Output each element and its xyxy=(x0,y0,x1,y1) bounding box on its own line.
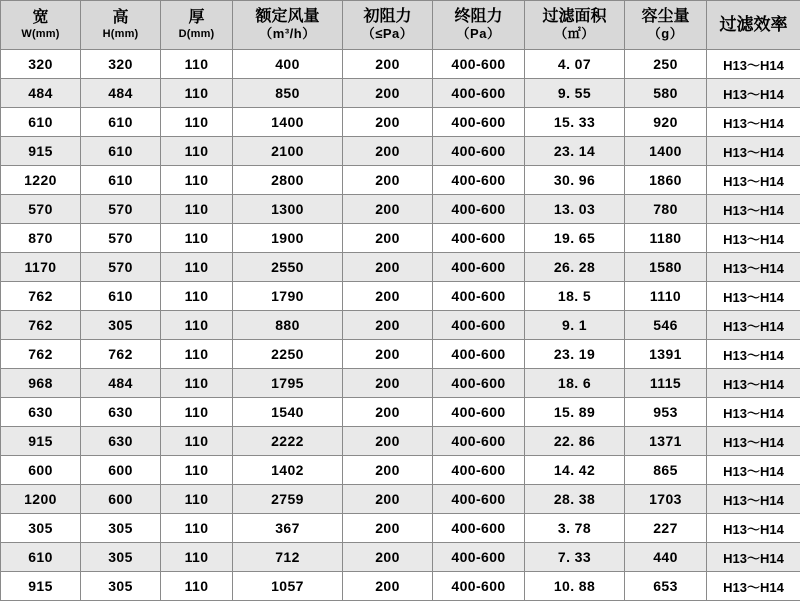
table-cell: 200 xyxy=(343,166,433,195)
table-cell: 110 xyxy=(161,195,233,224)
table-cell: 915 xyxy=(1,137,81,166)
table-cell: 762 xyxy=(1,311,81,340)
table-row xyxy=(1,195,800,224)
table-cell: 23. 19 xyxy=(525,340,625,369)
table-cell: 18. 5 xyxy=(525,282,625,311)
table-cell: 15. 33 xyxy=(525,108,625,137)
table-cell: 110 xyxy=(161,572,233,601)
table-cell: 400-600 xyxy=(433,572,525,601)
table-cell: 200 xyxy=(343,50,433,79)
table-cell: 110 xyxy=(161,253,233,282)
table-cell: 880 xyxy=(233,311,343,340)
table-cell: H13～H14 xyxy=(707,369,800,398)
table-cell: 400-600 xyxy=(433,282,525,311)
table-row xyxy=(1,427,800,456)
table-cell: 3. 78 xyxy=(525,514,625,543)
table-cell: 400-600 xyxy=(433,369,525,398)
table-cell: 9. 1 xyxy=(525,311,625,340)
table-cell: 1860 xyxy=(625,166,707,195)
table-cell: 762 xyxy=(1,282,81,311)
table-cell: 400 xyxy=(233,50,343,79)
table-cell: 28. 38 xyxy=(525,485,625,514)
column-header-3 xyxy=(233,1,343,50)
table-cell: 110 xyxy=(161,398,233,427)
column-header-8 xyxy=(707,1,800,50)
table-cell: 400-600 xyxy=(433,311,525,340)
table-cell: 1400 xyxy=(233,108,343,137)
table-cell: 600 xyxy=(1,456,81,485)
table-cell: 305 xyxy=(81,514,161,543)
table-cell: 110 xyxy=(161,50,233,79)
table-cell: 110 xyxy=(161,456,233,485)
table-cell: 200 xyxy=(343,224,433,253)
table-cell: H13～H14 xyxy=(707,398,800,427)
table-cell: 570 xyxy=(1,195,81,224)
column-header-7 xyxy=(625,1,707,50)
table-cell: 1400 xyxy=(625,137,707,166)
table-cell: 14. 42 xyxy=(525,456,625,485)
table-cell: 1391 xyxy=(625,340,707,369)
table-row xyxy=(1,369,800,398)
table-cell: 400-600 xyxy=(433,340,525,369)
table-cell: 400-600 xyxy=(433,224,525,253)
table-cell: 200 xyxy=(343,572,433,601)
table-cell: 110 xyxy=(161,369,233,398)
table-cell: H13～H14 xyxy=(707,137,800,166)
table-cell: 110 xyxy=(161,166,233,195)
table-cell: 10. 88 xyxy=(525,572,625,601)
table-cell: 1703 xyxy=(625,485,707,514)
table-cell: 2759 xyxy=(233,485,343,514)
column-header-title: 额定风量 xyxy=(233,8,342,26)
table-cell: 4. 07 xyxy=(525,50,625,79)
table-cell: 484 xyxy=(1,79,81,108)
table-cell: H13～H14 xyxy=(707,108,800,137)
table-cell: 200 xyxy=(343,137,433,166)
table-cell: 953 xyxy=(625,398,707,427)
table-cell: 23. 14 xyxy=(525,137,625,166)
table-cell: 2100 xyxy=(233,137,343,166)
column-header-unit: （㎡） xyxy=(525,27,624,42)
table-cell: H13～H14 xyxy=(707,485,800,514)
table-cell: 1180 xyxy=(625,224,707,253)
table-cell: 630 xyxy=(1,398,81,427)
table-cell: 920 xyxy=(625,108,707,137)
table-cell: H13～H14 xyxy=(707,50,800,79)
table-cell: 400-600 xyxy=(433,108,525,137)
table-row xyxy=(1,166,800,195)
table-cell: 200 xyxy=(343,340,433,369)
table-cell: 110 xyxy=(161,340,233,369)
table-cell: 2550 xyxy=(233,253,343,282)
table-cell: 400-600 xyxy=(433,485,525,514)
table-cell: 110 xyxy=(161,543,233,572)
table-row xyxy=(1,572,800,601)
table-cell: 200 xyxy=(343,108,433,137)
table-cell: 400-600 xyxy=(433,137,525,166)
table-cell: 1540 xyxy=(233,398,343,427)
table-cell: 1115 xyxy=(625,369,707,398)
table-cell: 200 xyxy=(343,456,433,485)
table-cell: 227 xyxy=(625,514,707,543)
table-cell: 2800 xyxy=(233,166,343,195)
table-cell: H13～H14 xyxy=(707,572,800,601)
table-cell: 570 xyxy=(81,253,161,282)
table-cell: 915 xyxy=(1,572,81,601)
table-cell: 630 xyxy=(81,398,161,427)
column-header-0 xyxy=(1,1,81,50)
table-cell: 200 xyxy=(343,543,433,572)
table-cell: 1371 xyxy=(625,427,707,456)
table-header xyxy=(1,1,800,50)
table-row xyxy=(1,340,800,369)
table-row xyxy=(1,543,800,572)
table-cell: 865 xyxy=(625,456,707,485)
table-cell: 367 xyxy=(233,514,343,543)
table-cell: 653 xyxy=(625,572,707,601)
table-cell: 305 xyxy=(81,572,161,601)
table-cell: 712 xyxy=(233,543,343,572)
column-header-1 xyxy=(81,1,161,50)
table-cell: 630 xyxy=(81,427,161,456)
table-cell: 18. 6 xyxy=(525,369,625,398)
table-cell: 440 xyxy=(625,543,707,572)
table-cell: 400-600 xyxy=(433,514,525,543)
table-cell: 1300 xyxy=(233,195,343,224)
table-cell: 1170 xyxy=(1,253,81,282)
table-cell: 110 xyxy=(161,282,233,311)
column-header-title: 终阻力 xyxy=(433,8,524,26)
column-header-title: 容尘量 xyxy=(625,8,706,26)
column-header-title: 厚 xyxy=(161,9,232,27)
table-row xyxy=(1,224,800,253)
table-cell: 546 xyxy=(625,311,707,340)
table-cell: 610 xyxy=(81,137,161,166)
table-cell: 400-600 xyxy=(433,543,525,572)
table-cell: 780 xyxy=(625,195,707,224)
table-cell: 610 xyxy=(1,543,81,572)
table-cell: 200 xyxy=(343,195,433,224)
table-cell: 762 xyxy=(1,340,81,369)
table-cell: 1110 xyxy=(625,282,707,311)
table-cell: 200 xyxy=(343,282,433,311)
table-cell: 2250 xyxy=(233,340,343,369)
table-cell: 850 xyxy=(233,79,343,108)
table-cell: 320 xyxy=(1,50,81,79)
table-cell: 320 xyxy=(81,50,161,79)
table-cell: 2222 xyxy=(233,427,343,456)
column-header-5 xyxy=(433,1,525,50)
table-cell: 610 xyxy=(81,282,161,311)
table-row xyxy=(1,398,800,427)
table-cell: 484 xyxy=(81,79,161,108)
table-cell: 200 xyxy=(343,79,433,108)
column-header-6 xyxy=(525,1,625,50)
column-header-unit: W(mm) xyxy=(1,28,80,41)
table-cell: 570 xyxy=(81,195,161,224)
table-cell: 19. 65 xyxy=(525,224,625,253)
table-cell: 1580 xyxy=(625,253,707,282)
table-cell: 110 xyxy=(161,485,233,514)
table-cell: 7. 33 xyxy=(525,543,625,572)
table-cell: H13～H14 xyxy=(707,253,800,282)
column-header-title: 高 xyxy=(81,9,160,27)
table-cell: H13～H14 xyxy=(707,456,800,485)
table-cell: 600 xyxy=(81,485,161,514)
table-cell: 570 xyxy=(81,224,161,253)
column-header-unit: （g） xyxy=(625,27,706,42)
column-header-unit: （Pa） xyxy=(433,27,524,42)
table-cell: 26. 28 xyxy=(525,253,625,282)
column-header-title: 宽 xyxy=(1,9,80,27)
table-cell: H13～H14 xyxy=(707,427,800,456)
table-cell: 200 xyxy=(343,485,433,514)
table-cell: 580 xyxy=(625,79,707,108)
column-header-2 xyxy=(161,1,233,50)
table-cell: 22. 86 xyxy=(525,427,625,456)
table-cell: H13～H14 xyxy=(707,514,800,543)
table-cell: 305 xyxy=(81,311,161,340)
table-cell: 110 xyxy=(161,108,233,137)
table-cell: H13～H14 xyxy=(707,79,800,108)
table-cell: H13～H14 xyxy=(707,195,800,224)
table-cell: 400-600 xyxy=(433,398,525,427)
table-cell: 200 xyxy=(343,369,433,398)
table-cell: 110 xyxy=(161,311,233,340)
table-cell: 110 xyxy=(161,427,233,456)
table-cell: 1220 xyxy=(1,166,81,195)
table-row xyxy=(1,79,800,108)
table-cell: 870 xyxy=(1,224,81,253)
table-cell: 1402 xyxy=(233,456,343,485)
table-cell: 915 xyxy=(1,427,81,456)
column-header-4 xyxy=(343,1,433,50)
table-row xyxy=(1,485,800,514)
table-cell: 305 xyxy=(1,514,81,543)
table-cell: 400-600 xyxy=(433,253,525,282)
table-cell: H13～H14 xyxy=(707,282,800,311)
table-row xyxy=(1,253,800,282)
table-row xyxy=(1,514,800,543)
table-cell: 110 xyxy=(161,224,233,253)
table-cell: 1900 xyxy=(233,224,343,253)
table-cell: H13～H14 xyxy=(707,340,800,369)
table-cell: 400-600 xyxy=(433,427,525,456)
table-cell: 200 xyxy=(343,427,433,456)
table-cell: 110 xyxy=(161,79,233,108)
table-cell: 110 xyxy=(161,137,233,166)
table-cell: 762 xyxy=(81,340,161,369)
column-header-unit: （≤Pa） xyxy=(343,27,432,42)
table-cell: 1200 xyxy=(1,485,81,514)
table-cell: 250 xyxy=(625,50,707,79)
column-header-unit: （m³/h） xyxy=(233,27,342,42)
table-cell: 400-600 xyxy=(433,456,525,485)
header-row xyxy=(1,1,800,50)
table-cell: 400-600 xyxy=(433,166,525,195)
table-cell: H13～H14 xyxy=(707,224,800,253)
table-cell: 9. 55 xyxy=(525,79,625,108)
table-cell: 610 xyxy=(81,166,161,195)
table-row xyxy=(1,456,800,485)
table-cell: 968 xyxy=(1,369,81,398)
table-cell: H13～H14 xyxy=(707,311,800,340)
column-header-title: 过滤效率 xyxy=(720,15,788,34)
table-cell: 15. 89 xyxy=(525,398,625,427)
table-cell: 200 xyxy=(343,398,433,427)
table-cell: 400-600 xyxy=(433,50,525,79)
table-cell: 1057 xyxy=(233,572,343,601)
table-row xyxy=(1,50,800,79)
table-cell: 200 xyxy=(343,253,433,282)
table-cell: H13～H14 xyxy=(707,166,800,195)
table-cell: 484 xyxy=(81,369,161,398)
table-cell: 30. 96 xyxy=(525,166,625,195)
table-cell: 305 xyxy=(81,543,161,572)
table-cell: 200 xyxy=(343,311,433,340)
table-row xyxy=(1,108,800,137)
table-cell: 610 xyxy=(81,108,161,137)
table-row xyxy=(1,282,800,311)
table-cell: 1795 xyxy=(233,369,343,398)
table-cell: 400-600 xyxy=(433,195,525,224)
table-cell: 200 xyxy=(343,514,433,543)
column-header-title: 过滤面积 xyxy=(525,8,624,26)
column-header-unit: H(mm) xyxy=(81,28,160,41)
table-cell: 110 xyxy=(161,514,233,543)
column-header-title: 初阻力 xyxy=(343,8,432,26)
table-row xyxy=(1,311,800,340)
table-cell: 400-600 xyxy=(433,79,525,108)
table-cell: 13. 03 xyxy=(525,195,625,224)
column-header-unit: D(mm) xyxy=(161,28,232,41)
table-cell: H13～H14 xyxy=(707,543,800,572)
table-cell: 610 xyxy=(1,108,81,137)
table-row xyxy=(1,137,800,166)
table-cell: 1790 xyxy=(233,282,343,311)
table-body xyxy=(1,50,800,601)
table-cell: 600 xyxy=(81,456,161,485)
